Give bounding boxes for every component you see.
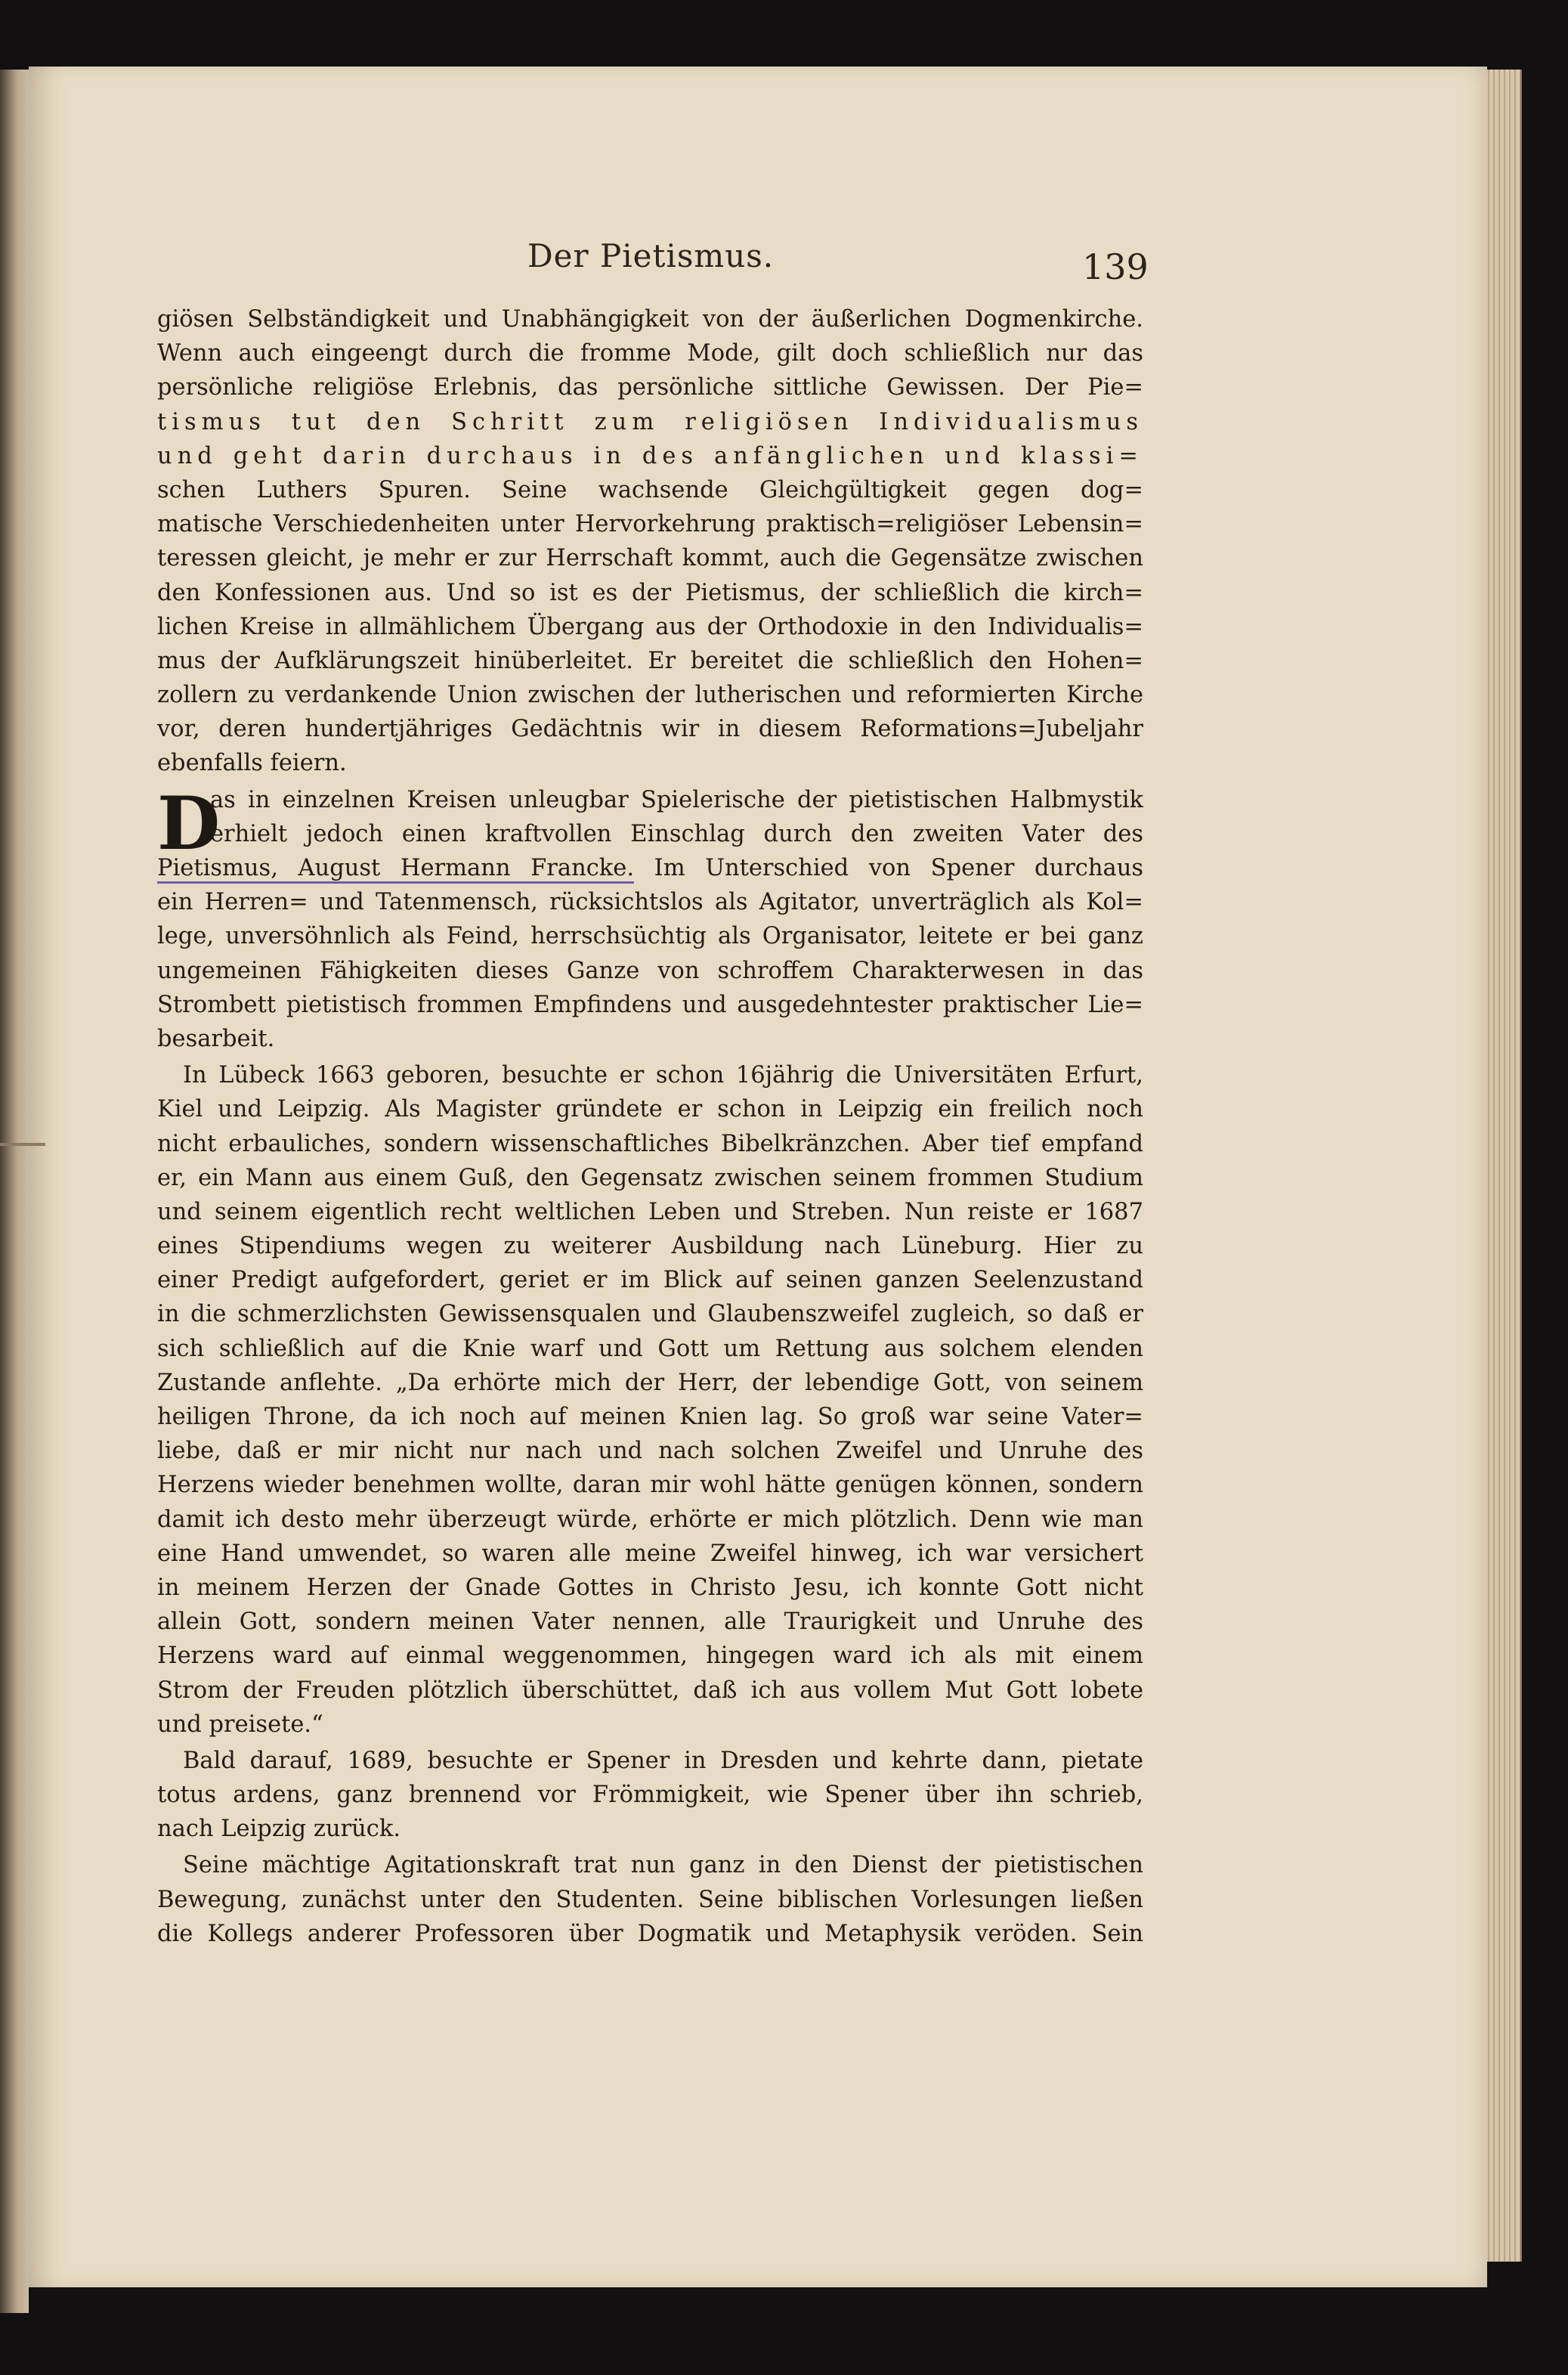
facing-page-edge bbox=[0, 70, 29, 2313]
text-line: nach Leipzig zurück. bbox=[157, 1816, 401, 1843]
text-line: zollern zu verdankende Union zwischen der lutherischen und reformierten Kirche bbox=[157, 682, 1143, 709]
text-line: erhielt jedoch einen kraftvollen Einschlag durch den zweiten Vater des bbox=[210, 820, 1143, 847]
text-line: eine Hand umwendet, so waren alle meine Zweifel hinweg, ich war versichert bbox=[157, 1540, 1143, 1567]
paragraph-4 bbox=[157, 1744, 1143, 1847]
text-line: ebenfalls feiern. bbox=[157, 750, 347, 777]
text-line: und preisete.“ bbox=[157, 1711, 323, 1738]
text-line: und geht darin durchaus in des anfänglichen und klassi= bbox=[157, 442, 1143, 469]
paragraph-3 bbox=[157, 1058, 1143, 1742]
underlined-name: Pietismus, August Hermann Francke. bbox=[157, 855, 634, 884]
text-line: heiligen Throne, da ich noch auf meinen Knien lag. So groß war seine Vater= bbox=[157, 1404, 1143, 1430]
text-line: Zustande anflehte. „Da erhörte mich der Herr, der lebendige Gott, von seinem bbox=[157, 1369, 1143, 1396]
text-line: Strom der Freuden plötzlich überschüttet, daß ich aus vollem Mut Gott lobete bbox=[157, 1677, 1143, 1704]
text-line: Herzens ward auf einmal weggenommen, hingegen ward ich als mit einem bbox=[157, 1643, 1143, 1670]
text-line: teressen gleicht, je mehr er zur Herrschaft kommt, auch die Gegensätze zwischen bbox=[157, 545, 1143, 572]
text-line: und seinem eigentlich recht weltlichen Leben und Streben. Nun reiste er 1687 bbox=[157, 1198, 1143, 1225]
text-line: damit ich desto mehr überzeugt würde, erhörte er mich plötzlich. Denn wie man bbox=[157, 1506, 1143, 1533]
paragraph-2 bbox=[157, 783, 1143, 1057]
text-line: in meinem Herzen der Gnade Gottes in Christo Jesu, ich konnte Gott nicht bbox=[157, 1574, 1143, 1601]
paragraph-5 bbox=[157, 1848, 1143, 1951]
text-line: lichen Kreise in allmählichem Übergang aus der Orthodoxie in den Individualis= bbox=[157, 613, 1143, 640]
text-line: In Lübeck 1663 geboren, besuchte er schon 16jährig die Universitäten Erfurt, bbox=[183, 1062, 1143, 1089]
text-line: die Kollegs anderer Professoren über Dogmatik und Metaphysik veröden. Sein bbox=[157, 1920, 1143, 1947]
text-line: eines Stipendiums wegen zu weiterer Ausbildung nach Lüneburg. Hier zu bbox=[157, 1233, 1143, 1260]
text-line: ungemeinen Fähigkeiten dieses Ganze von schroffem Charakterwesen in das bbox=[157, 957, 1143, 984]
text-line: in die schmerzlichsten Gewissensqualen und Glaubenszweifel zugleich, so daß er bbox=[157, 1301, 1143, 1328]
text-line: Strombett pietistisch frommen Empfindens und ausgedehntester praktischer Lie= bbox=[157, 991, 1143, 1018]
text-line: ein Herren= und Tatenmensch, rücksichtslos als Agitator, unverträglich als Kol= bbox=[157, 889, 1143, 916]
text-line: schen Luthers Spuren. Seine wachsende Gleichgültigkeit gegen dog= bbox=[157, 476, 1143, 503]
text-line: mus der Aufklärungszeit hinüberleitet. Er bereitet die schließlich den Hohen= bbox=[157, 647, 1143, 674]
text-line bbox=[157, 851, 1143, 885]
text-line: besarbeit. bbox=[157, 1025, 275, 1052]
text-line: er, ein Mann aus einem Guß, den Gegensatz zwischen seinem frommen Studium bbox=[157, 1164, 1143, 1191]
text-line: Kiel und Leipzig. Als Magister gründete er schon in Leipzig ein freilich noch bbox=[157, 1096, 1143, 1123]
text-line: tismus tut den Schritt zum religiösen Individualismus bbox=[157, 408, 1143, 435]
text-line: persönliche religiöse Erlebnis, das persönliche sittliche Gewissen. Der Pie= bbox=[157, 374, 1143, 401]
text-line: einer Predigt aufgefordert, geriet er im Blick auf seinen ganzen Seelenzustand bbox=[157, 1267, 1143, 1294]
text-line: Bewegung, zunächst unter den Studenten. Seine biblischen Vorlesungen ließen bbox=[157, 1886, 1143, 1913]
text-line: matische Verschiedenheiten unter Hervorkehrung praktisch=religiöser Lebensin= bbox=[157, 511, 1143, 538]
text-line: as in einzelnen Kreisen unleugbar Spielerische der pietistischen Halbmystik bbox=[210, 786, 1143, 813]
paragraph-1 bbox=[157, 302, 1143, 781]
text-line: totus ardens, ganz brennend vor Frömmigkeit, wie Spener über ihn schrieb, bbox=[157, 1782, 1143, 1809]
line-rest: Im Unterschied von Spener durchaus bbox=[654, 855, 1143, 881]
text-line: Seine mächtige Agitationskraft trat nun ganz in den Dienst der pietistischen bbox=[183, 1852, 1143, 1879]
text-line: lege, unversöhnlich als Feind, herrschsüchtig als Organisator, leitete er bei ganz bbox=[157, 923, 1143, 950]
text-line: liebe, daß er mir nicht nur nach und nach solchen Zweifel und Unruhe des bbox=[157, 1438, 1143, 1465]
page-number: 139 bbox=[1082, 246, 1149, 287]
text-body bbox=[157, 302, 1143, 1951]
margin-mark bbox=[0, 1143, 45, 1146]
text-line: den Konfessionen aus. Und so ist es der Pietismus, der schließlich die kirch= bbox=[157, 579, 1143, 606]
text-line: Wenn auch eingeengt durch die fromme Mode, gilt doch schließlich nur das bbox=[157, 340, 1143, 367]
text-line: nicht erbauliches, sondern wissenschaftliches Bibelkränzchen. Aber tief empfand bbox=[157, 1130, 1143, 1157]
text-line: vor, deren hundertjähriges Gedächtnis wir in diesem Reformations=Jubeljahr bbox=[157, 716, 1143, 743]
running-head: Der Pietismus. bbox=[527, 237, 775, 274]
text-line: Herzens wieder benehmen wollte, daran mir wohl hätte genügen können, sondern bbox=[157, 1472, 1143, 1499]
text-line: allein Gott, sondern meinen Vater nennen, alle Traurigkeit und Unruhe des bbox=[157, 1609, 1143, 1636]
text-line: Bald darauf, 1689, besuchte er Spener in Dresden und kehrte dann, pietate bbox=[183, 1747, 1143, 1774]
drop-initial: D bbox=[157, 781, 221, 866]
text-line: sich schließlich auf die Knie warf und Gott um Rettung aus solchem elenden bbox=[157, 1335, 1143, 1362]
text-line: giösen Selbständigkeit und Unabhängigkeit von der äußerlichen Dogmenkirche. bbox=[157, 306, 1143, 333]
